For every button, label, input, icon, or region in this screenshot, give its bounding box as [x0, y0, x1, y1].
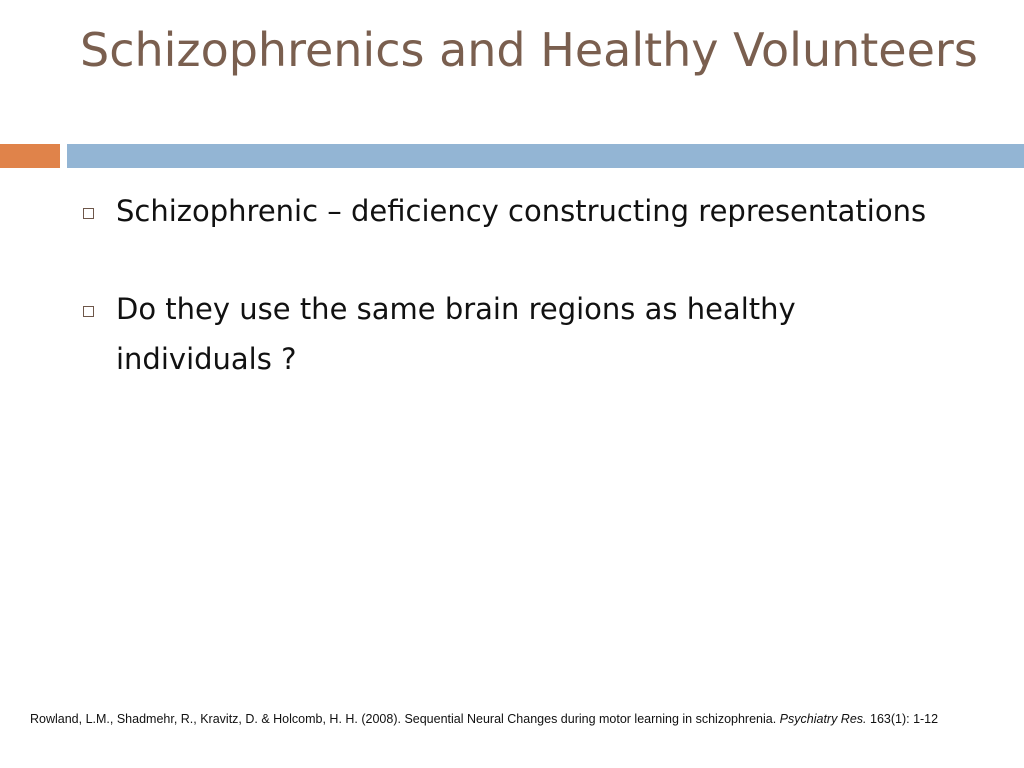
- square-bullet-icon: [83, 208, 94, 219]
- slide-title: Schizophrenics and Healthy Volunteers: [80, 23, 978, 77]
- accent-bar-blue: [67, 144, 1024, 168]
- bullet-item: [80, 186, 940, 236]
- citation-journal: Psychiatry Res.: [779, 712, 867, 726]
- bullet-text: Schizophrenic – deficiency constructing representations: [116, 194, 927, 228]
- bullet-text: Do they use the same brain regions as healthy individuals ?: [116, 292, 796, 376]
- square-bullet-icon: [83, 306, 94, 317]
- bullet-item: [80, 284, 940, 384]
- citation-volume: 163(1): 1-12: [866, 712, 939, 726]
- citation-text: Rowland, L.M., Shadmehr, R., Kravitz, D. & Holcomb, H. H. (2008). Sequential Neural Changes during motor learning in schizophrenia.: [30, 712, 780, 726]
- citation: [30, 710, 1000, 728]
- bullet-list: [80, 186, 940, 432]
- accent-bar-orange: [0, 144, 60, 168]
